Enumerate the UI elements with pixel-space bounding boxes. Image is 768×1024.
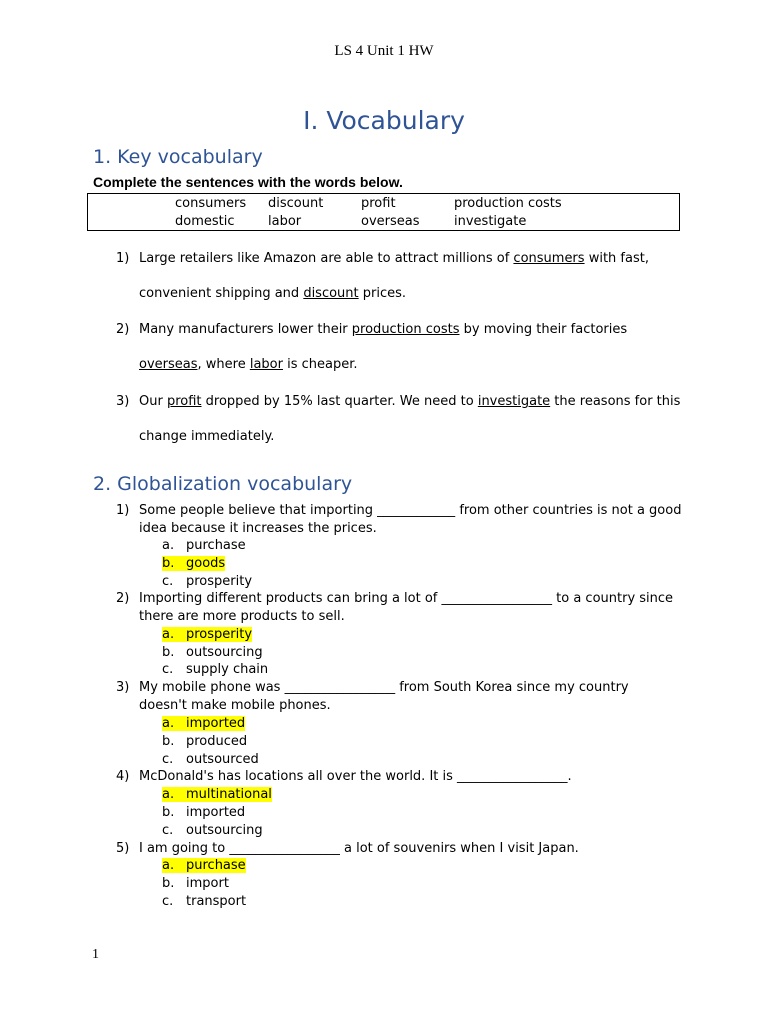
option: b. produced (162, 734, 248, 749)
item-number: 2) (116, 322, 130, 337)
option-correct: a. imported (162, 716, 246, 731)
item-number: 4) (116, 769, 130, 784)
word-bank-item: consumers (175, 196, 247, 211)
option: c. outsourced (162, 752, 259, 767)
page-header: LS 4 Unit 1 HW (334, 43, 434, 59)
question-line: doesn't make mobile phones. (139, 698, 331, 713)
option: a. purchase (162, 538, 246, 553)
answer-word: consumers (513, 251, 585, 266)
question-line: I am going to _________________ a lot of souvenirs when I visit Japan. (139, 841, 579, 856)
sentence-line: Large retailers like Amazon are able to attract millions of consumers with fast, (139, 251, 649, 266)
page-number: 1 (92, 947, 99, 962)
section-heading-globalization-vocabulary: 2. Globalization vocabulary (93, 473, 353, 495)
sentence-line: overseas, where labor is cheaper. (139, 357, 358, 372)
instruction-text: Complete the sentences with the words below. (93, 174, 403, 190)
word-bank-box (87, 193, 680, 231)
item-number: 2) (116, 591, 130, 606)
word-bank-item: labor (268, 214, 302, 229)
sentence-line: change immediately. (139, 429, 275, 444)
section-heading-key-vocabulary: 1. Key vocabulary (93, 146, 263, 168)
answer-word: overseas (139, 357, 198, 372)
item-number: 1) (116, 503, 130, 518)
option: c. transport (162, 894, 247, 909)
option-correct: a. purchase (162, 858, 246, 873)
answer-word: production costs (351, 322, 460, 337)
question-line: McDonald's has locations all over the world. It is _________________. (139, 769, 572, 784)
question-line: there are more products to sell. (139, 609, 345, 624)
word-bank-item: investigate (454, 214, 527, 229)
item-number: 3) (116, 680, 130, 695)
answer-word: discount (303, 286, 359, 301)
answer-word: profit (166, 394, 202, 409)
word-bank-item: overseas (361, 214, 420, 229)
word-bank-item: discount (268, 196, 324, 211)
sentence-line: Our profit dropped by 15% last quarter. We need to investigate the reasons for this (139, 394, 681, 409)
option: b. outsourcing (162, 645, 263, 660)
sentence-line: Many manufacturers lower their production costs by moving their factories (139, 322, 628, 337)
item-number: 5) (116, 841, 130, 856)
question-line: Importing different products can bring a lot of _________________ to a country since (139, 591, 674, 606)
option: c. outsourcing (162, 823, 263, 838)
option: c. supply chain (162, 662, 269, 677)
option-correct: a. prosperity (162, 627, 253, 642)
question-line: idea because it increases the prices. (139, 521, 377, 536)
option-correct: b. goods (162, 556, 226, 571)
sentence-line: convenient shipping and discount prices. (139, 286, 407, 301)
word-bank-item: production costs (454, 196, 562, 211)
question-line: Some people believe that importing ____________ from other countries is not a good (139, 503, 682, 518)
answer-word: labor (249, 357, 283, 372)
word-bank-item: profit (361, 196, 396, 211)
item-number: 1) (116, 251, 130, 266)
option: b. import (162, 876, 229, 891)
option-correct: a. multinational (162, 787, 272, 802)
answer-word: investigate (477, 394, 551, 409)
item-number: 3) (116, 394, 130, 409)
option: c. prosperity (162, 574, 253, 589)
question-line: My mobile phone was _________________ from South Korea since my country (139, 680, 629, 695)
page-title: I. Vocabulary (303, 106, 465, 135)
word-bank-item: domestic (175, 214, 235, 229)
option: b. imported (162, 805, 246, 820)
